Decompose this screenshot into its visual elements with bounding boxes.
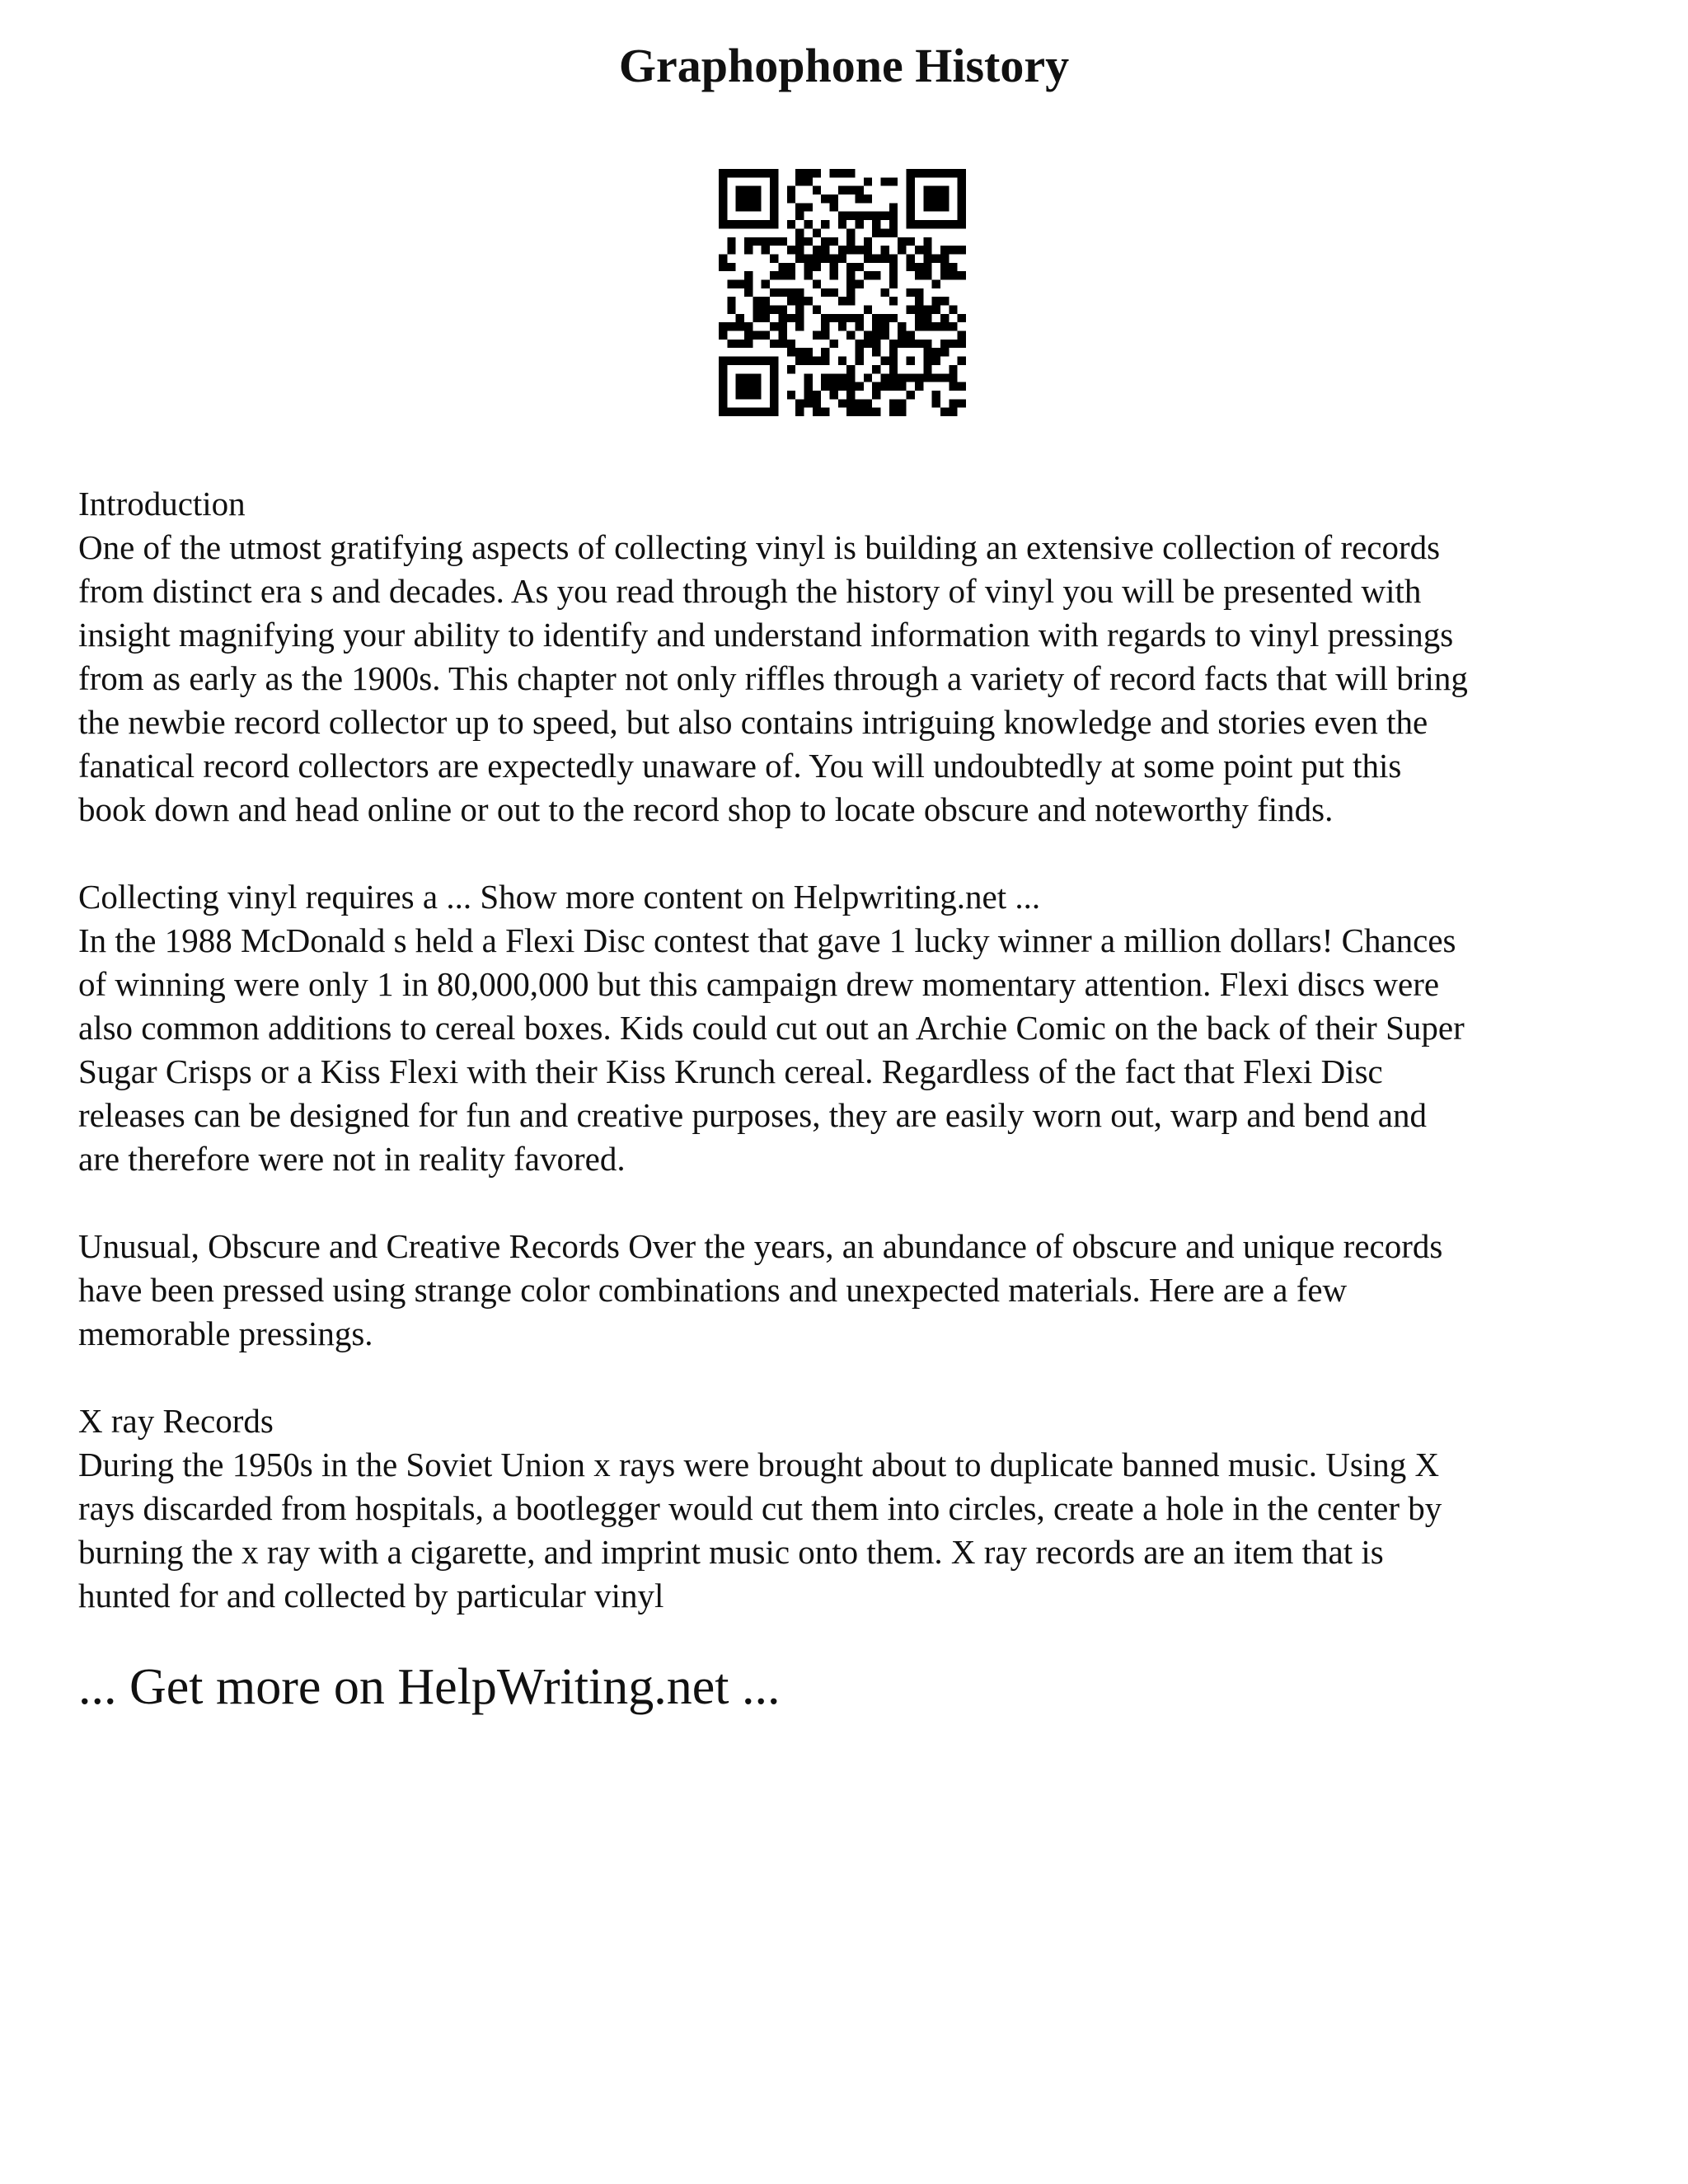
- text-line: releases can be designed for fun and creative purposes, they are easily worn out, warp and bend and: [78, 1096, 1427, 1134]
- text-line: of winning were only 1 in 80,000,000 but this campaign drew momentary attention. Flexi discs were: [78, 965, 1440, 1003]
- paragraph-flexi-discs: [78, 875, 1628, 1181]
- text-line: One of the utmost gratifying aspects of collecting vinyl is building an extensive collection of records: [78, 528, 1441, 566]
- article-body: [78, 482, 1628, 1661]
- page-title: Graphophone History: [618, 39, 1070, 92]
- paragraph-introduction: [78, 482, 1628, 832]
- text-line: the newbie record collector up to speed, but also contains intriguing knowledge and stories even the: [78, 703, 1428, 741]
- text-line: from distinct era s and decades. As you read through the history of vinyl you will be presented with: [78, 572, 1422, 610]
- paragraph-unusual-records: [78, 1225, 1628, 1356]
- text-line: book down and head online or out to the record shop to locate obscure and noteworthy finds.: [78, 790, 1334, 828]
- text-line: Sugar Crisps or a Kiss Flexi with their Kiss Krunch cereal. Regardless of the fact that Flexi Disc: [78, 1052, 1383, 1090]
- text-line: memorable pressings.: [78, 1315, 373, 1352]
- text-line: insight magnifying your ability to identify and understand information with regards to vinyl pressings: [78, 616, 1454, 654]
- text-line: Unusual, Obscure and Creative Records Over the years, an abundance of obscure and unique records: [78, 1227, 1443, 1265]
- section-heading: X ray Records: [78, 1402, 274, 1440]
- text-line: fanatical record collectors are expectedly unaware of. You will undoubtedly at some point put this: [78, 747, 1402, 785]
- text-line: also common additions to cereal boxes. Kids could cut out an Archie Comic on the back of their Super: [78, 1009, 1465, 1047]
- text-line: burning the x ray with a cigarette, and imprint music onto them. X ray records are an item that is: [78, 1533, 1384, 1571]
- text-line: have been pressed using strange color combinations and unexpected materials. Here are a few: [78, 1271, 1348, 1309]
- paragraph-xray-records: [78, 1399, 1628, 1618]
- text-line: hunted for and collected by particular vinyl: [78, 1577, 664, 1615]
- qr-code-icon: [719, 169, 966, 416]
- text-line: are therefore were not in reality favored.: [78, 1140, 626, 1178]
- section-heading: Introduction: [78, 485, 246, 523]
- get-more-link[interactable]: ... Get more on HelpWriting.net ...: [78, 1659, 781, 1715]
- text-line: In the 1988 McDonald s held a Flexi Disc contest that gave 1 lucky winner a million dollars! Chances: [78, 921, 1456, 959]
- text-line: Collecting vinyl requires a ... Show more content on Helpwriting.net ...: [78, 878, 1041, 916]
- text-line: from as early as the 1900s. This chapter not only riffles through a variety of record facts that will bring: [78, 659, 1468, 697]
- text-line: During the 1950s in the Soviet Union x rays were brought about to duplicate banned music. Using X: [78, 1446, 1440, 1483]
- text-line: rays discarded from hospitals, a bootlegger would cut them into circles, create a hole in the center by: [78, 1489, 1442, 1527]
